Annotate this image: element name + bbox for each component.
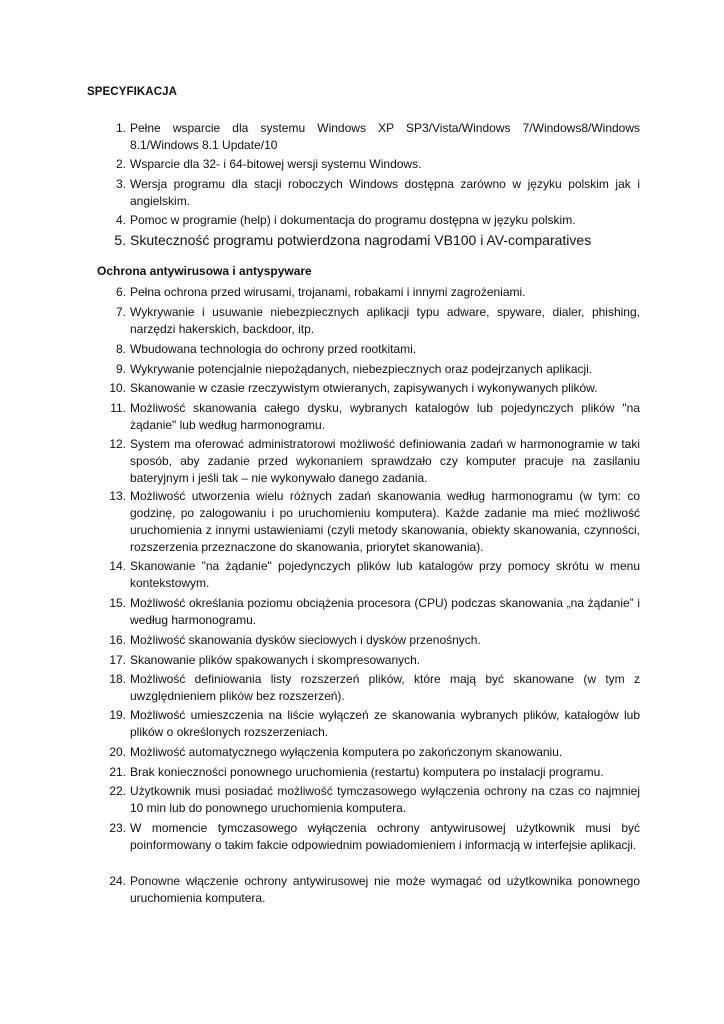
item-text: Możliwość skanowania całego dysku, wybranych katalogów lub pojedynczych plików "na żądanie" lub według harmonogramu. — [130, 401, 640, 432]
list-item — [98, 707, 640, 741]
item-text: Możliwość umieszczenia na liście wyłączeń ze skanowania wybranych plików, katalogów lub plików o określonych rozszerzeniach. — [130, 708, 640, 739]
list-item — [98, 671, 640, 705]
item-number: 11. — [110, 401, 126, 415]
list-item — [98, 436, 640, 487]
item-text: Pełne wsparcie dla systemu Windows XP SP3/Vista/Windows 7/Windows8/Windows 8.1/Windows 8.1 Update/10 — [130, 121, 640, 152]
list-item — [98, 632, 640, 649]
item-number: 14. — [109, 559, 126, 573]
item-number: 18. — [109, 672, 126, 686]
item-number: 10. — [109, 381, 126, 395]
item-number: 6. — [115, 285, 126, 299]
item-number: 2. — [115, 157, 126, 171]
list-item — [98, 820, 640, 854]
item-text: Wykrywanie i usuwanie niebezpiecznych aplikacji typu adware, spyware, dialer, phishing, narzędzi hakerskich, backdoor, itp. — [130, 305, 640, 336]
item-number: 12. — [109, 437, 126, 451]
item-text: Wbudowana technologia do ochrony przed rootkitami. — [130, 342, 417, 356]
item-number: 22. — [109, 784, 126, 798]
list-item — [98, 341, 640, 358]
list-item — [98, 783, 640, 817]
item-number: 15. — [109, 596, 126, 610]
list-item — [98, 764, 640, 781]
section-heading: Ochrona antywirusowa i antyspyware — [97, 264, 312, 278]
item-text: Możliwość definiowania listy rozszerzeń plików, które mają być skanowane (w tym z uwzględnieniem plików bez rozszerzeń). — [130, 672, 640, 703]
item-text: Możliwość określania poziomu obciążenia procesora (CPU) podczas skanowania „na żądanie” i według harmonogramu. — [130, 596, 640, 627]
list-item — [98, 176, 640, 210]
list-item — [98, 304, 640, 338]
item-number: 13. — [109, 489, 126, 503]
item-number: 8. — [115, 342, 126, 356]
item-number: 9. — [115, 362, 126, 376]
item-text: Możliwość skanowania dysków sieciowych i dysków przenośnych. — [130, 633, 481, 647]
list-item — [98, 361, 640, 378]
list-item — [98, 212, 640, 229]
document-title: SPECYFIKACJA — [87, 86, 178, 98]
item-number: 19. — [109, 708, 126, 722]
list-item — [98, 873, 640, 907]
item-number: 1. — [115, 121, 126, 135]
list-item — [98, 488, 640, 556]
item-number: 21. — [109, 765, 126, 779]
item-number: 20. — [109, 745, 126, 759]
item-text: Brak konieczności ponownego uruchomienia (restartu) komputera po instalacji programu. — [130, 765, 604, 779]
list-item — [98, 156, 640, 173]
item-text: W momencie tymczasowego wyłączenia ochrony antywirusowej użytkownik musi być poinformowany o takim fakcie odpowiednim powiadomieniem i informacją w interfejsie aplikacji. — [130, 821, 640, 852]
item-text: Pomoc w programie (help) i dokumentacja do programu dostępna w języku polskim. — [130, 213, 576, 227]
item-text: Pełna ochrona przed wirusami, trojanami, robakami i innymi zagrożeniami. — [130, 285, 526, 299]
item-number: 24. — [109, 874, 126, 888]
item-number: 3. — [115, 177, 126, 191]
item-text: Skanowanie "na żądanie" pojedynczych plików lub katalogów przy pomocy skrótu w menu kontekstowym. — [130, 559, 640, 590]
item-number: 7. — [115, 305, 126, 319]
list-item — [98, 231, 640, 249]
item-number: 5. — [114, 232, 126, 248]
item-text: Wsparcie dla 32- i 64-bitowej wersji systemu Windows. — [130, 157, 422, 171]
item-text: Wykrywanie potencjalnie niepożądanych, niebezpiecznych oraz podejrzanych aplikacji. — [130, 362, 593, 376]
item-text: Wersja programu dla stacji roboczych Windows dostępna zarówno w języku polskim jak i angielskim. — [130, 177, 640, 208]
item-text: Skanowanie plików spakowanych i skompresowanych. — [130, 653, 421, 667]
item-text: Ponowne włączenie ochrony antywirusowej nie może wymagać od użytkownika ponownego uruchomienia komputera. — [130, 874, 640, 905]
list-item — [98, 380, 640, 397]
list-item — [98, 595, 640, 629]
item-text: Skuteczność programu potwierdzona nagrodami VB100 i AV-comparatives — [130, 232, 592, 248]
item-text: Użytkownik musi posiadać możliwość tymczasowego wyłączenia ochrony na czas co najmniej 10 min lub do ponownego uruchomienia komputera. — [130, 784, 640, 815]
item-number: 17. — [109, 653, 126, 667]
list-item — [98, 120, 640, 154]
item-number: 23. — [109, 821, 126, 835]
list-item — [98, 652, 640, 669]
item-text: Możliwość utworzenia wielu różnych zadań skanowania według harmonogramu (w tym: co godzinę, po zalogowaniu i po uruchomieniu komputera). Każde zadanie ma mieć możliwość uruchomienia z innymi ustawieniami (czyli metody skanowania, obiekty skanowania, czynności, rozszerzenia przeznaczone do skanowania, priorytet skanowania). — [130, 489, 640, 554]
item-text: System ma oferować administratorowi możliwość definiowania zadań w harmonogramie w taki sposób, aby zadanie przed wykonaniem sprawdzało czy komputer pracuje na zasilaniu bateryjnym i jeśli tak – nie wykonywało danego zadania. — [130, 437, 640, 485]
item-text: Skanowanie w czasie rzeczywistym otwieranych, zapisywanych i wykonywanych plików. — [130, 381, 598, 395]
list-item — [98, 284, 640, 301]
item-number: 4. — [115, 213, 126, 227]
list-item — [98, 558, 640, 592]
item-number: 16. — [109, 633, 126, 647]
list-item — [98, 744, 640, 761]
list-item — [98, 400, 640, 434]
item-text: Możliwość automatycznego wyłączenia komputera po zakończonym skanowaniu. — [130, 745, 563, 759]
